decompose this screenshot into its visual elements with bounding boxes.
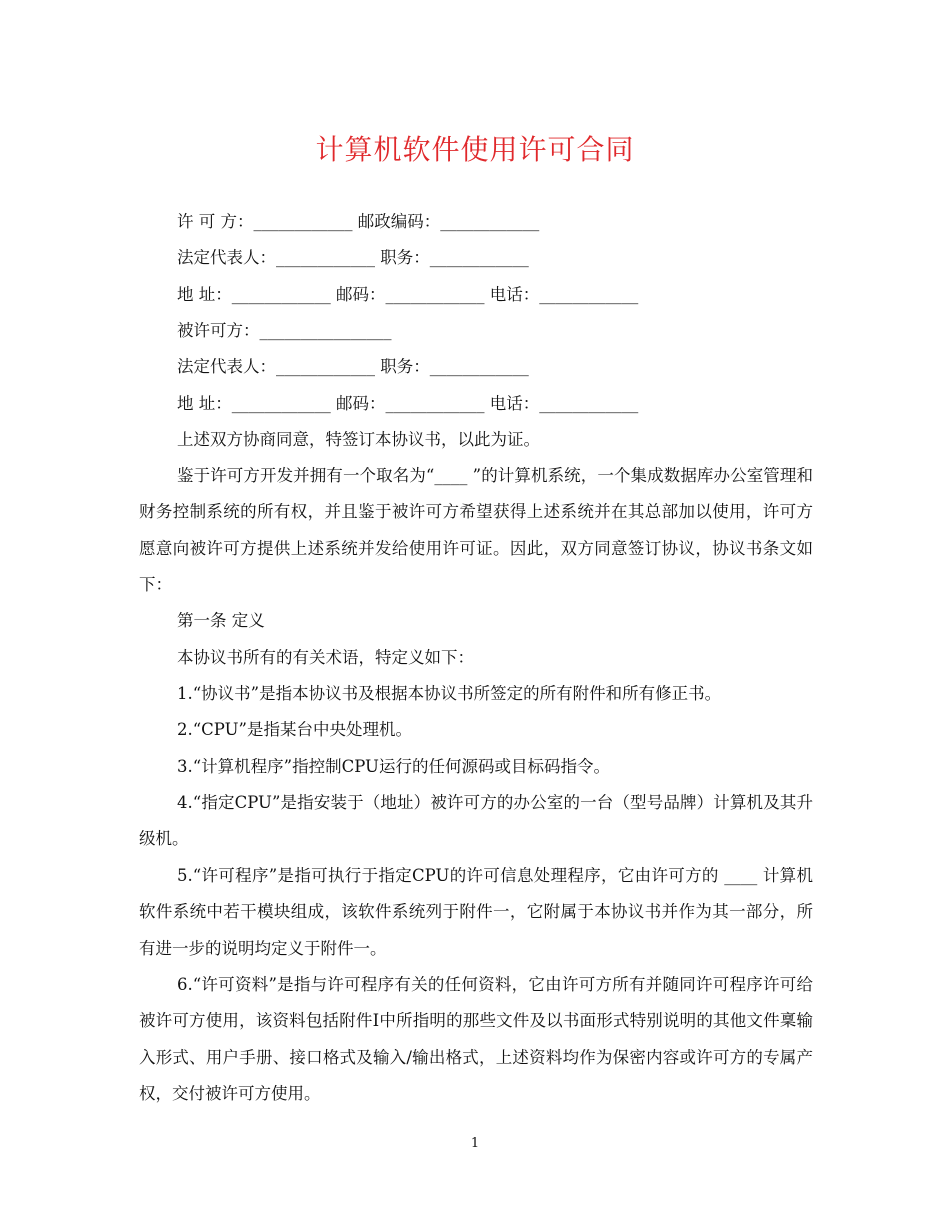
licensee-line: 被许可方：________________ — [177, 321, 392, 340]
licensor-address-line: 地 址：____________ 邮码：____________ 电话：____________ — [177, 285, 639, 304]
recital-paragraph: 鉴于许可方开发并拥有一个取名为“____ ”的计算机系统，一个集成数据库办公室管理和财务控制系统的所有权，并且鉴于被许可方希望获得上述系统并在其总部加以使用，许可方愿意向被许可方提供上述系统并发给使用许可证。因此，双方同意签订协议，协议书条文如下： — [139, 466, 813, 594]
contract-title: 计算机软件使用许可合同 — [315, 133, 635, 166]
definition-3: 3.“计算机程序”指控制CPU运行的任何源码或目标码指令。 — [177, 757, 610, 776]
definition-5: 5.“许可程序”是指可执行于指定CPU的许可信息处理程序，它由许可方的 ____ 计算机软件系统中若干模块组成，该软件系统列于附件一，它附属于本协议书并作为其一部分，所有进一步的说明均定义于附件一。 — [139, 866, 813, 958]
licensee-representative-line: 法定代表人：____________ 职务：____________ — [177, 357, 529, 376]
definitions-intro: 本协议书所有的有关术语，特定义如下： — [177, 648, 474, 667]
definition-1: 1.“协议书”是指本协议书及根据本协议书所签定的所有附件和所有修正书。 — [177, 684, 722, 703]
page-number: 1 — [470, 1136, 480, 1151]
definition-4: 4.“指定CPU”是指安装于（地址）被许可方的办公室的一台（型号品牌）计算机及其升级机。 — [139, 793, 813, 849]
licensor-line: 许 可 方：____________ 邮政编码：____________ — [177, 212, 540, 231]
licensee-address-line: 地 址：____________ 邮码：____________ 电话：____________ — [177, 394, 639, 413]
article-one-heading: 第一条 定义 — [177, 611, 265, 630]
definition-2: 2.“CPU”是指某台中央处理机。 — [177, 720, 412, 739]
agreement-statement: 上述双方协商同意，特签订本协议书，以此为证。 — [177, 430, 540, 449]
licensor-representative-line: 法定代表人：____________ 职务：____________ — [177, 248, 529, 267]
definition-6: 6.“许可资料”是指与许可程序有关的任何资料，它由许可方所有并随同许可程序许可给被许可方使用，该资料包括附件I中所指明的那些文件及以书面形式特别说明的其他文件稟输入形式、用户手册、接口格式及输入/输出格式，上述资料均作为保密内容或许可方的专属产权，交付被许可方使用。 — [139, 975, 813, 1103]
